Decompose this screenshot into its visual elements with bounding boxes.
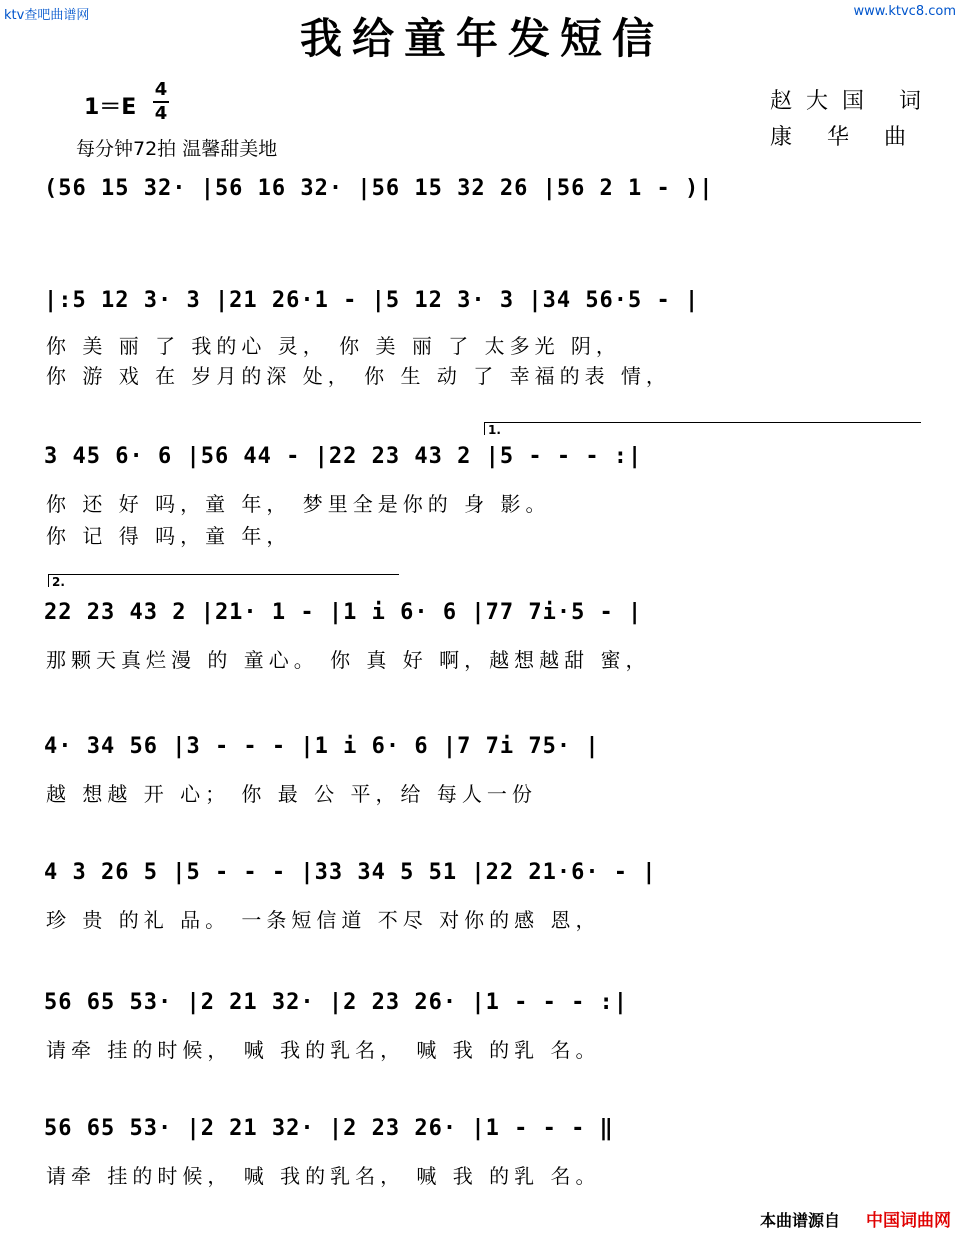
lyric-line: 珍 贵 的礼 品。 一条短信道 不尽 对你的感 恩， (46, 908, 601, 932)
notation-line: 4 3 26 5 |5 - - - |33 34 5 51 |22 21·6· - | (44, 860, 657, 885)
lyric-line: 请牵 挂的时候， 喊 我的乳名， 喊 我 的乳 名。 (46, 1038, 601, 1062)
time-signature-bottom: 4 (154, 103, 168, 124)
time-signature (152, 80, 170, 124)
lyric-verse-2: 你 游 戏 在 岁月的深 处， 你 生 动 了 幸福的表 情， (46, 364, 671, 388)
first-ending-bracket (484, 422, 921, 435)
time-signature-top: 4 (154, 79, 168, 100)
notation-line: (56 15 32· |56 16 32· |56 15 32 26 |56 2 1 - )| (44, 176, 714, 201)
lyric-verse-1: 你 还 好 吗，童 年， 梦里全是你的 身 影。 (46, 492, 551, 516)
song-title: 我给童年发短信 (299, 14, 664, 63)
notation-line: 3 45 6· 6 |56 44 - |22 23 43 2 |5 - - - :| (44, 444, 643, 469)
lyricist-credit: 赵大国 词 (770, 89, 935, 114)
composer-credit: 康 华 曲 (770, 125, 920, 150)
key-signature: 1＝E (84, 95, 137, 120)
site-watermark-right: www.ktvc8.com (853, 4, 956, 19)
lyric-line: 那颗天真烂漫 的 童心。 你 真 好 啊，越想越甜 蜜， (46, 648, 651, 672)
lyric-line: 越 想越 开 心； 你 最 公 平，给 每人一份 (46, 782, 537, 806)
notation-line: 4· 34 56 |3 - - - |1 i 6· 6 |7 7i 75· | (44, 734, 600, 759)
lyric-verse-2: 你 记 得 吗，童 年， (46, 524, 292, 548)
lyric-verse-1: 你 美 丽 了 我的心 灵， 你 美 丽 了 太多光 阴， (46, 334, 621, 358)
second-ending-bracket (48, 574, 399, 587)
notation-line: 56 65 53· |2 21 32· |2 23 26· |1 - - - ‖ (44, 1116, 614, 1141)
notation-line: 56 65 53· |2 21 32· |2 23 26· |1 - - - :| (44, 990, 629, 1015)
source-site-link[interactable]: 中国词曲网 (866, 1211, 951, 1231)
second-ending-label: 2. (52, 575, 65, 589)
first-ending-label: 1. (488, 423, 501, 437)
tempo-marking: 每分钟72拍 温馨甜美地 (76, 138, 278, 160)
lyric-line: 请牵 挂的时候， 喊 我的乳名， 喊 我 的乳 名。 (46, 1164, 601, 1188)
site-watermark-left: ktv查吧曲谱网 (4, 8, 90, 23)
source-label: 本曲谱源自 (760, 1211, 841, 1230)
notation-line: 22 23 43 2 |21· 1 - |1 i 6· 6 |77 7i·5 - | (44, 600, 643, 625)
notation-line: |:5 12 3· 3 |21 26·1 - |5 12 3· 3 |34 56·5 - | (44, 288, 700, 313)
